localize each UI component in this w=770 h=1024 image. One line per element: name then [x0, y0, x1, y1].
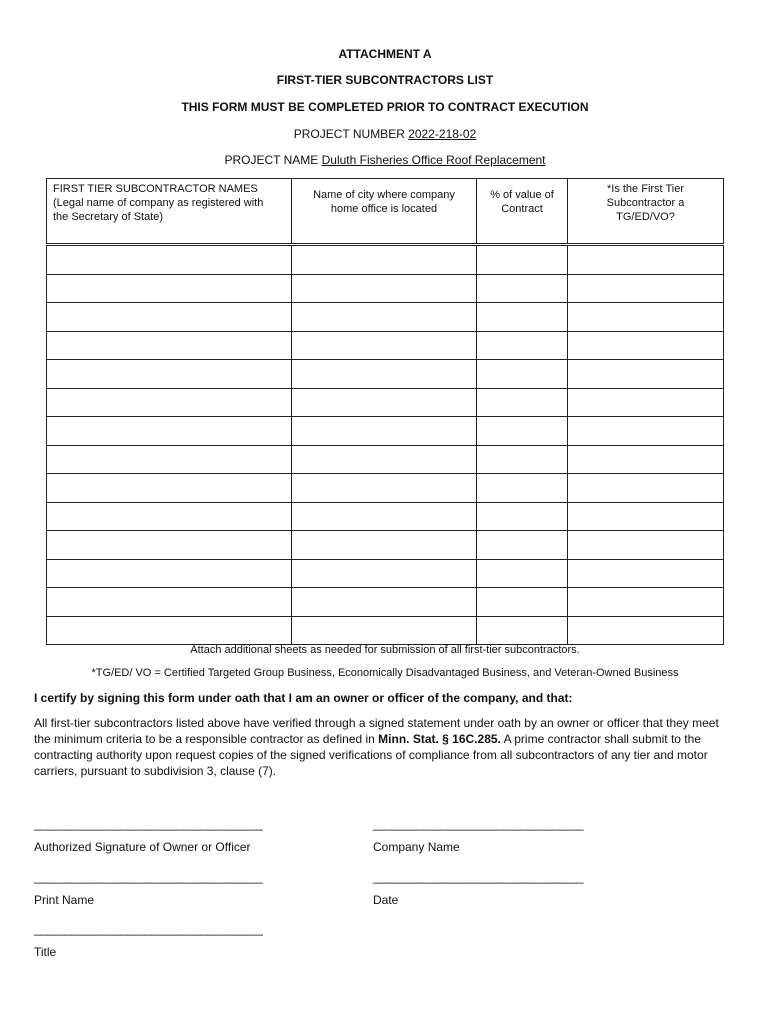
subcontractor-name-cell[interactable]: [47, 245, 292, 275]
table-row: [47, 474, 724, 503]
certification-statement: I certify by signing this form under oath that I am an owner or officer of the company, and that:: [34, 691, 573, 705]
tgedvo-cell[interactable]: [568, 445, 724, 474]
percent-value-cell[interactable]: [477, 588, 568, 617]
subcontractor-name-cell[interactable]: [47, 417, 292, 446]
city-cell[interactable]: [292, 360, 477, 389]
subcontractor-name-cell[interactable]: [47, 559, 292, 588]
table-row: [47, 531, 724, 560]
subcontractor-name-cell[interactable]: [47, 588, 292, 617]
authorized-signature-label: Authorized Signature of Owner or Officer: [34, 840, 251, 854]
percent-value-cell[interactable]: [477, 303, 568, 332]
tgedvo-cell[interactable]: [568, 274, 724, 303]
project-number-label: PROJECT NUMBER: [293, 127, 405, 141]
tgedvo-cell[interactable]: [568, 531, 724, 560]
title-line[interactable]: _____________________________________: [34, 922, 263, 936]
table-row: [47, 388, 724, 417]
city-cell[interactable]: [292, 616, 477, 645]
table-row: [47, 360, 724, 389]
project-name-value: Duluth Fisheries Office Roof Replacement: [321, 153, 546, 167]
percent-value-cell[interactable]: [477, 360, 568, 389]
percent-value-cell[interactable]: [477, 388, 568, 417]
city-cell[interactable]: [292, 531, 477, 560]
col-tgedvo-header: *Is the First Tier Subcontractor a TG/ED/VO?: [568, 179, 724, 245]
city-cell[interactable]: [292, 502, 477, 531]
table-row: [47, 559, 724, 588]
table-row: [47, 303, 724, 332]
tgedvo-cell[interactable]: [568, 331, 724, 360]
table-row: [47, 588, 724, 617]
tgedvo-cell[interactable]: [568, 360, 724, 389]
table-row: [47, 502, 724, 531]
percent-value-cell[interactable]: [477, 559, 568, 588]
tgedvo-definition: *TG/ED/ VO = Certified Targeted Group Business, Economically Disadvantaged Business, and Veteran-Owned Business: [91, 667, 679, 679]
completion-notice: THIS FORM MUST BE COMPLETED PRIOR TO CONTRACT EXECUTION: [181, 100, 589, 114]
tgedvo-cell[interactable]: [568, 559, 724, 588]
percent-value-cell[interactable]: [477, 274, 568, 303]
subcontractor-name-cell[interactable]: [47, 445, 292, 474]
tgedvo-cell[interactable]: [568, 388, 724, 417]
project-name-line: [0, 153, 770, 167]
city-cell[interactable]: [292, 559, 477, 588]
subcontractor-name-cell[interactable]: [47, 303, 292, 332]
signature-line[interactable]: _____________________________________: [34, 817, 263, 831]
subcontractor-name-cell[interactable]: [47, 474, 292, 503]
percent-value-cell[interactable]: [477, 331, 568, 360]
tgedvo-cell[interactable]: [568, 474, 724, 503]
table-header-row: [47, 179, 724, 245]
project-number-line: [0, 127, 770, 141]
list-title: FIRST-TIER SUBCONTRACTORS LIST: [276, 73, 494, 87]
city-cell[interactable]: [292, 388, 477, 417]
city-cell[interactable]: [292, 588, 477, 617]
project-number-value: 2022-218-02: [408, 127, 477, 141]
subcontractor-name-cell[interactable]: [47, 360, 292, 389]
percent-value-cell[interactable]: [477, 531, 568, 560]
table-row: [47, 417, 724, 446]
city-cell[interactable]: [292, 274, 477, 303]
tgedvo-cell[interactable]: [568, 616, 724, 645]
subcontractor-name-cell[interactable]: [47, 616, 292, 645]
percent-value-cell[interactable]: [477, 502, 568, 531]
verification-paragraph: All first-tier subcontractors listed above have verified through a signed statement under oath by an owner or officer that they meet the minimum criteria to be a responsible contractor as defined in Minn. Stat. § 16C.285. A prime contractor shall submit to the contracting authority upon request copies of the signed verifications of compliance from all subcontractors of any tier and motor carriers, pursuant to subdivision 3, clause (7).: [34, 716, 719, 778]
project-name-label: PROJECT NAME: [224, 153, 319, 167]
date-label: Date: [373, 893, 399, 907]
city-cell[interactable]: [292, 303, 477, 332]
city-cell[interactable]: [292, 417, 477, 446]
company-name-line[interactable]: __________________________________: [373, 817, 583, 831]
subcontractor-name-cell[interactable]: [47, 274, 292, 303]
tgedvo-cell[interactable]: [568, 245, 724, 275]
table-row: [47, 245, 724, 275]
print-name-label: Print Name: [34, 893, 95, 907]
table-row: [47, 331, 724, 360]
table-row: [47, 274, 724, 303]
subcontractor-name-cell[interactable]: [47, 531, 292, 560]
city-cell[interactable]: [292, 474, 477, 503]
city-cell[interactable]: [292, 331, 477, 360]
table-row: [47, 445, 724, 474]
title-label: Title: [34, 945, 57, 959]
statute-reference: Minn. Stat. § 16C.285.: [378, 732, 501, 746]
percent-value-cell[interactable]: [477, 245, 568, 275]
percent-value-cell[interactable]: [477, 474, 568, 503]
city-cell[interactable]: [292, 445, 477, 474]
subcontractor-name-cell[interactable]: [47, 502, 292, 531]
percent-value-cell[interactable]: [477, 616, 568, 645]
col-subcontractor-names-header: FIRST TIER SUBCONTRACTOR NAMES (Legal name of company as registered with the Secretary of State): [47, 179, 292, 245]
subcontractor-table: [46, 178, 724, 645]
date-line[interactable]: __________________________________: [373, 870, 583, 884]
percent-value-cell[interactable]: [477, 445, 568, 474]
attachment-heading: ATTACHMENT A: [338, 47, 432, 61]
attach-sheets-note: Attach additional sheets as needed for submission of all first-tier subcontractors.: [190, 644, 580, 656]
subcontractor-name-cell[interactable]: [47, 331, 292, 360]
col-city-header: Name of city where company home office is located: [292, 179, 477, 245]
percent-value-cell[interactable]: [477, 417, 568, 446]
tgedvo-cell[interactable]: [568, 588, 724, 617]
print-name-line[interactable]: _____________________________________: [34, 870, 263, 884]
company-name-label: Company Name: [373, 840, 460, 854]
subcontractor-name-cell[interactable]: [47, 388, 292, 417]
table-row: [47, 616, 724, 645]
table-body: [47, 245, 724, 645]
tgedvo-cell[interactable]: [568, 303, 724, 332]
tgedvo-cell[interactable]: [568, 502, 724, 531]
col-percent-value-header: % of value of Contract: [477, 179, 568, 245]
tgedvo-cell[interactable]: [568, 417, 724, 446]
city-cell[interactable]: [292, 245, 477, 275]
